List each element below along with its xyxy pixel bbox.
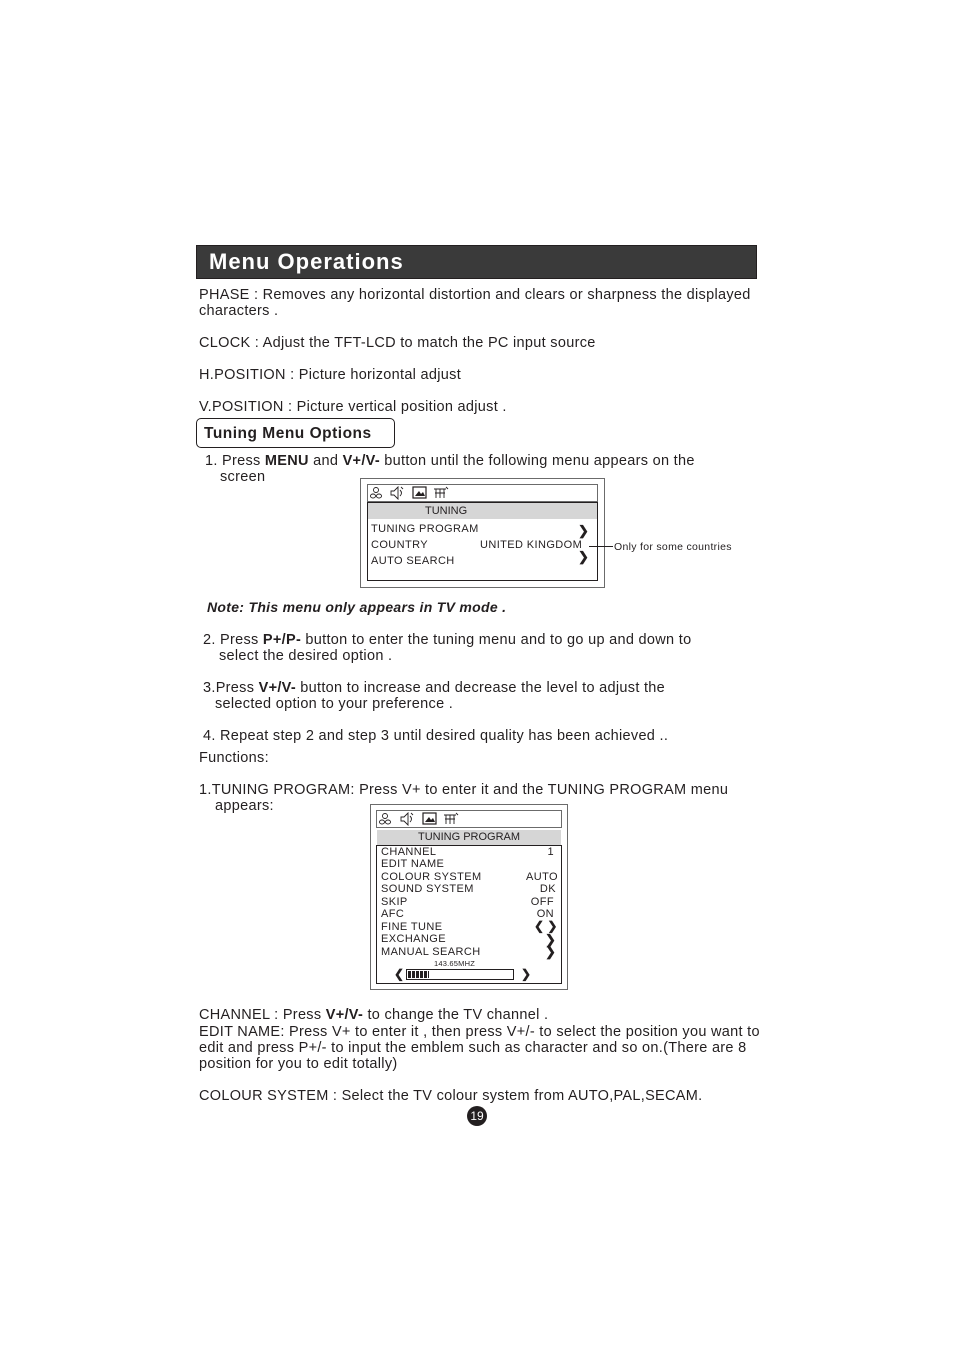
- step4-text: 4. Repeat step 2 and step 3 until desired quality has been achieved ..: [203, 728, 669, 744]
- colour-system-value: AUTO: [526, 871, 558, 883]
- functions-label: Functions:: [199, 750, 269, 766]
- chevron-left-icon: ❮: [394, 967, 405, 981]
- picture-menu-icon: [378, 812, 392, 826]
- chevron-right-icon: ❯: [545, 944, 556, 959]
- step1-text-cont: screen: [220, 469, 266, 485]
- tuning-osd-header-label: TUNING: [425, 505, 468, 517]
- image-menu-icon: [412, 486, 427, 500]
- left-right-arrows-icon: ❮ ❯: [534, 919, 558, 933]
- picture-menu-icon: [369, 486, 383, 500]
- tv-mode-note: Note: This menu only appears in TV mode .: [207, 599, 507, 615]
- callout-text: Only for some countries: [614, 541, 732, 553]
- edit-name-item[interactable]: EDIT NAME: [381, 858, 445, 870]
- page-title: Menu Operations: [209, 249, 404, 274]
- chevron-right-icon: ❯: [545, 932, 556, 947]
- osd-icon-bar: [367, 484, 598, 502]
- setup-menu-icon: [432, 486, 449, 500]
- auto-search-item[interactable]: AUTO SEARCH: [371, 555, 455, 567]
- sound-system-value: DK: [539, 883, 556, 895]
- sound-system-item[interactable]: SOUND SYSTEM: [381, 883, 474, 895]
- search-progress-bar: [406, 969, 514, 980]
- tuning-program-item[interactable]: TUNING PROGRAM: [371, 523, 479, 535]
- manual-search-item[interactable]: MANUAL SEARCH: [381, 946, 481, 958]
- image-menu-icon: [422, 812, 437, 826]
- section-title: Tuning Menu Options: [204, 425, 372, 442]
- step2-text: 2. Press P+/P- button to enter the tuning menu and to go up and down to: [203, 632, 692, 648]
- sound-menu-icon: [390, 486, 405, 500]
- osd-icon-bar: [376, 810, 562, 828]
- callout-line: [589, 546, 613, 547]
- country-item[interactable]: COUNTRY: [371, 539, 428, 551]
- vposition-text: V.POSITION : Picture vertical position adjust .: [199, 399, 507, 415]
- afc-value: ON: [536, 908, 554, 920]
- clock-text: CLOCK : Adjust the TFT-LCD to match the PC input source: [199, 335, 596, 351]
- sound-menu-icon: [400, 812, 415, 826]
- phase-text-cont: characters .: [199, 303, 279, 319]
- phase-text: PHASE : Removes any horizontal distortion and clears or sharpness the displayed: [199, 287, 751, 303]
- colour-system-item[interactable]: COLOUR SYSTEM: [381, 871, 482, 883]
- hposition-text: H.POSITION : Picture horizontal adjust: [199, 367, 462, 383]
- step1-text: 1. Press MENU and V+/V- button until the following menu appears on the: [205, 453, 695, 469]
- program-osd-header: TUNING PROGRAM: [377, 830, 561, 845]
- country-value: UNITED KINGDOM: [480, 539, 583, 551]
- step3-text: 3.Press V+/V- button to increase and decrease the level to adjust the: [203, 680, 666, 696]
- tuning-osd-header: [368, 503, 597, 519]
- setup-menu-icon: [442, 812, 459, 826]
- func1-text: 1.TUNING PROGRAM: Press V+ to enter it and the TUNING PROGRAM menu: [199, 782, 729, 798]
- exchange-item[interactable]: EXCHANGE: [381, 933, 446, 945]
- step2-text-cont: select the desired option .: [219, 648, 393, 664]
- edit-name-desc-cont: edit and press P+/- to input the emblem such as character and so on.(There are 8: [199, 1040, 747, 1056]
- search-progress-fill: [408, 971, 429, 978]
- frequency-readout: 143.65MHZ: [434, 959, 475, 968]
- step3-text-cont: selected option to your preference .: [215, 696, 454, 712]
- colour-system-desc: COLOUR SYSTEM : Select the TV colour system from AUTO,PAL,SECAM.: [199, 1088, 703, 1104]
- chevron-right-icon: ❯: [578, 549, 589, 564]
- channel-desc: CHANNEL : Press V+/V- to change the TV channel .: [199, 1007, 549, 1023]
- chevron-right-icon: ❯: [521, 967, 532, 981]
- edit-name-desc-cont: position for you to edit totally): [199, 1056, 398, 1072]
- func1-text-cont: appears:: [215, 798, 274, 814]
- fine-tune-item[interactable]: FINE TUNE: [381, 921, 443, 933]
- skip-value: OFF: [530, 896, 554, 908]
- edit-name-desc: EDIT NAME: Press V+ to enter it , then press V+/- to select the position you want to: [199, 1024, 760, 1040]
- channel-value: 1: [547, 846, 554, 858]
- page-number: 19: [467, 1106, 487, 1126]
- chevron-right-icon: ❯: [578, 523, 589, 538]
- afc-item[interactable]: AFC: [381, 908, 405, 920]
- channel-item[interactable]: CHANNEL: [381, 846, 437, 858]
- skip-item[interactable]: SKIP: [381, 896, 408, 908]
